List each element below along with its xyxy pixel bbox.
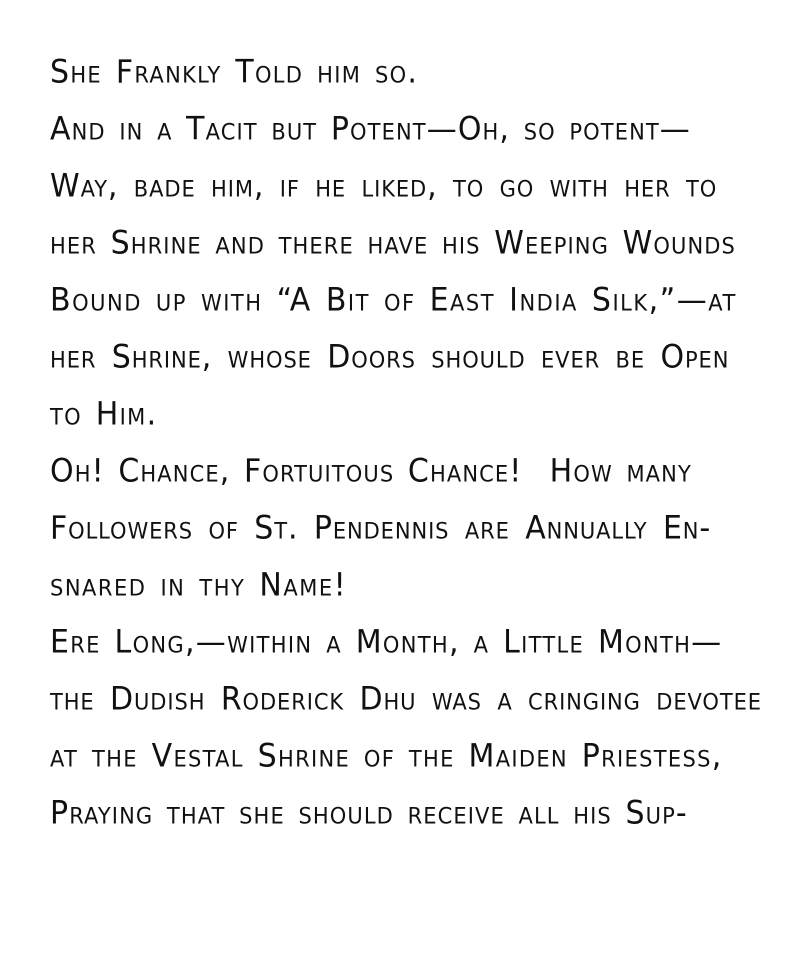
- text-line: snared in thy Name!: [50, 566, 348, 605]
- text-line: She Frankly Told him so.: [50, 53, 419, 92]
- text-line: And in a Tacit but Potent—Oh, so potent—: [50, 110, 691, 149]
- text-line: Bound up with “A Bit of East India Silk,”—at: [50, 281, 737, 320]
- text-line: Oh! Chance, Fortuitous Chance! How many: [50, 452, 692, 491]
- text-line: Praying that she should receive all his Sup-: [50, 794, 688, 833]
- text-line: at the Vestal Shrine of the Maiden Priestess,: [50, 737, 723, 776]
- text-line: her Shrine, whose Doors should ever be Open: [50, 338, 730, 377]
- text-line: to Him.: [50, 395, 158, 434]
- text-line: Way, bade him, if he liked, to go with her to: [50, 167, 718, 206]
- text-line: her Shrine and there have his Weeping Wounds: [50, 224, 736, 263]
- handwritten-text-block: [50, 44, 764, 842]
- text-line: the Dudish Roderick Dhu was a cringing devotee: [50, 680, 762, 719]
- text-line: Followers of St. Pendennis are Annually En-: [50, 509, 712, 548]
- text-line: Ere Long,—within a Month, a Little Month—: [50, 623, 723, 662]
